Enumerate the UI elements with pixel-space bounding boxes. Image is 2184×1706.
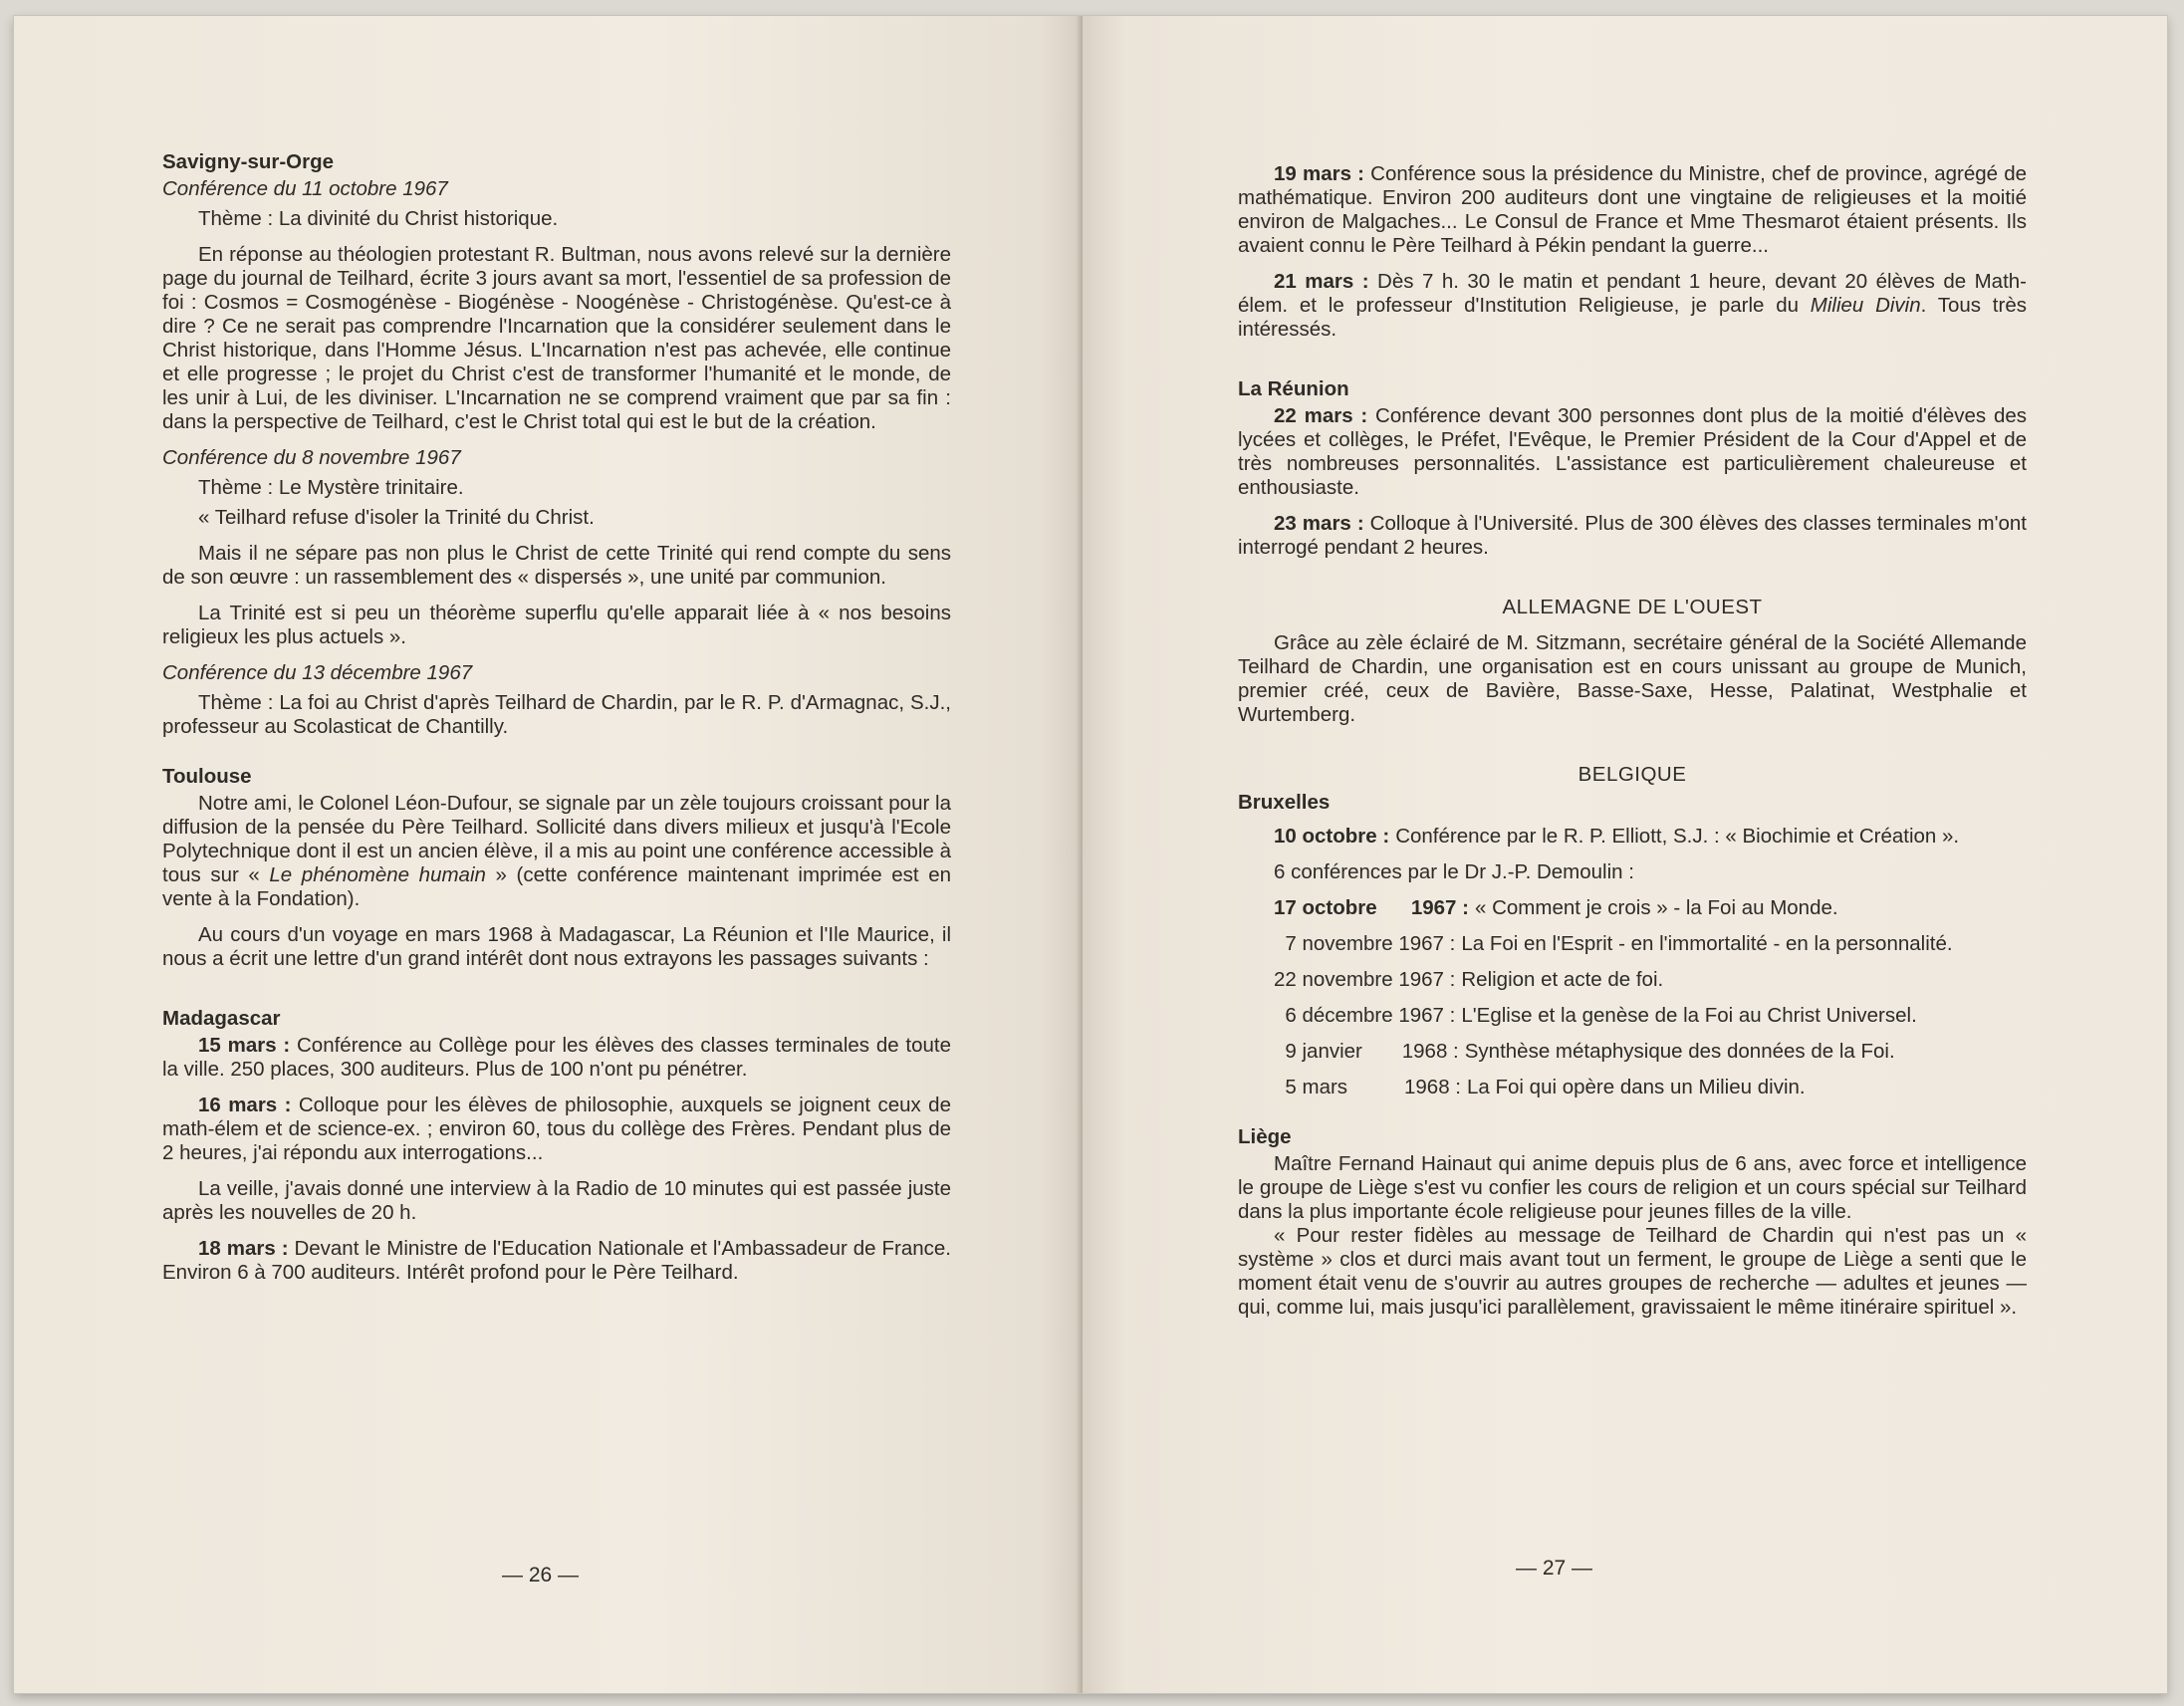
paragraph: 6 conférences par le Dr J.-P. Demoulin :	[1274, 860, 1634, 883]
page-number: — 27 —	[1516, 1557, 1593, 1580]
conference-item-date: 6 décembre 1967 :	[1274, 1004, 1456, 1027]
conference-item	[1274, 1076, 2027, 1099]
entry: 18 mars : Devant le Ministre de l'Education Nationale et l'Ambassadeur de France. Environ 6 à 700 auditeurs. Intérêt profond pour le Père Teilhard.	[162, 1237, 951, 1284]
section-heading-belgique: BELGIQUE	[1577, 763, 1687, 786]
conference-date: Conférence du 13 décembre 1967	[162, 661, 473, 684]
section-heading-savigny: Savigny-sur-Orge	[162, 150, 335, 173]
conference-theme: Thème : La divinité du Christ historique.	[198, 207, 559, 230]
conference-item-title: « Comment je crois » - la Foi au Monde.	[1474, 896, 1838, 919]
conference-list	[1238, 896, 2027, 1099]
conference-date: Conférence du 11 octobre 1967	[162, 177, 448, 200]
conference-theme: Thème : Le Mystère trinitaire.	[198, 476, 464, 499]
entry: 16 mars : Colloque pour les élèves de philosophie, auxquels se joignent ceux de math-élem et de science-ex. ; environ 60, tous du collège des Frères. Pendant plus de 2 heures, j'ai répondu aux interrogations...	[162, 1094, 951, 1164]
section-heading-toulouse: Toulouse	[162, 765, 252, 788]
entry: 21 mars : Dès 7 h. 30 le matin et pendant 1 heure, devant 20 élèves de Math-élem. et le professeur d'Institution Religieuse, je parle du Milieu Divin. Tous très intéressés.	[1238, 270, 2027, 341]
subheading-liege: Liège	[1238, 1125, 1292, 1148]
paragraph: En réponse au théologien protestant R. Bultman, nous avons relevé sur la dernière page du journal de Teilhard, écrite 3 jours avant sa mort, l'essentiel de sa profession de foi : Cosmos = Cosmogénèse - Biogénèse - Noogénèse - Christogénèse. Qu'est-ce à dire ? Ce ne serait pas comprendre l'Incarnation que la considérer seulement dans le Christ historique, dans l'Homme Jésus. L'Incarnation n'est pas achevée, elle continue et elle progresse ; le projet du Christ c'est de transformer l'humanité et le monde, de les unir à Lui, de les diviniser. L'Incarnation ne se comprend vraiment que par sa fin : dans la perspective de Teilhard, c'est le Christ total qui est le but de la création.	[162, 243, 951, 433]
conference-item-title: Religion et acte de foi.	[1461, 968, 1664, 991]
page-27	[1083, 16, 2167, 1693]
subheading-bruxelles: Bruxelles	[1238, 791, 1331, 814]
conference-item-date: 5 mars 1968 :	[1274, 1076, 1461, 1098]
conference-date: Conférence du 8 novembre 1967	[162, 446, 461, 469]
conference-item-date: 17 octobre 1967 :	[1274, 896, 1469, 919]
quote: « Teilhard refuse d'isoler la Trinité du Christ.	[198, 506, 595, 529]
paragraph: Notre ami, le Colonel Léon-Dufour, se signale par un zèle toujours croissant pour la diffusion de la pensée du Père Teilhard. Sollicité dans divers milieux et jusqu'à l'Ecole Polytechnique dont il est un ancien élève, il a mis au point une conférence accessible à tous sur « Le phénomène humain » (cette conférence maintenant imprimée est en vente à la Fondation).	[162, 792, 952, 910]
conference-item	[1274, 896, 2027, 920]
right-column	[1238, 162, 2027, 1332]
conference-item-title: La Foi qui opère dans un Milieu divin.	[1467, 1076, 1806, 1098]
left-column	[162, 150, 951, 1297]
section-heading-reunion: La Réunion	[1238, 377, 1349, 400]
conference-item-title: L'Eglise et la genèse de la Foi au Christ Universel.	[1461, 1004, 1917, 1027]
conference-item-date: 22 novembre 1967 :	[1274, 968, 1456, 991]
section-heading-madagascar: Madagascar	[162, 1007, 281, 1030]
entry: 19 mars : Conférence sous la présidence du Ministre, chef de province, agrégé de mathématique. Environ 200 auditeurs dont une vingtaine de religieuses et la moitié environ de Malgaches... Le Consul de France et Mme Thesmarot étaient présents. Ils avaient connu le Père Teilhard à Pékin pendant la guerre...	[1238, 162, 2027, 257]
entry: 10 octobre : Conférence par le R. P. Elliott, S.J. : « Biochimie et Création ».	[1274, 825, 1960, 848]
page-26	[14, 16, 1083, 1693]
entry: 15 mars : Conférence au Collège pour les élèves des classes terminales de toute la ville. 250 places, 300 auditeurs. Plus de 100 n'ont pu pénétrer.	[162, 1034, 951, 1081]
paragraph: La Trinité est si peu un théorème superflu qu'elle apparait liée à « nos besoins religieux les plus actuels ».	[162, 602, 951, 648]
conference-item-title: La Foi en l'Esprit - en l'immortalité - en la personnalité.	[1461, 932, 1953, 955]
conference-item	[1274, 932, 2027, 956]
conference-item	[1274, 1040, 2027, 1064]
paragraph: La veille, j'avais donné une interview à la Radio de 10 minutes qui est passée juste après les nouvelles de 20 h.	[162, 1177, 951, 1224]
conference-item-date: 7 novembre 1967 :	[1274, 932, 1456, 955]
entry: 23 mars : Colloque à l'Université. Plus de 300 élèves des classes terminales m'ont interrogé pendant 2 heures.	[1238, 512, 2027, 559]
book-spread	[14, 16, 2167, 1693]
section-heading-allemagne: ALLEMAGNE DE L'OUEST	[1502, 596, 1763, 618]
conference-item-date: 9 janvier 1968 :	[1274, 1040, 1459, 1063]
entry: 22 mars : Conférence devant 300 personnes dont plus de la moitié d'élèves des lycées et collèges, le Préfet, l'Evêque, le Premier Président de la Cour d'Appel et de très nombreuses personnalités. L'assistance est particulièrement chaleureuse et enthousiaste.	[1238, 404, 2027, 499]
paragraph: Grâce au zèle éclairé de M. Sitzmann, secrétaire général de la Société Allemande Teilhard de Chardin, une organisation est en cours unissant au groupe de Munich, premier créé, ceux de Bavière, Basse-Saxe, Hesse, Palatinat, Westphalie et Wurtemberg.	[1238, 631, 2027, 726]
paragraph: Au cours d'un voyage en mars 1968 à Madagascar, La Réunion et l'Ile Maurice, il nous a écrit une lettre d'un grand intérêt dont nous extrayons les passages suivants :	[162, 923, 951, 970]
paragraph: Maître Fernand Hainaut qui anime depuis plus de 6 ans, avec force et intelligence le groupe de Liège s'est vu confier les cours de religion et un cours spécial sur Teilhard dans la plus importante école religieuse pour jeunes filles de la ville.	[1238, 1152, 2027, 1223]
page-number: — 26 —	[502, 1564, 580, 1586]
paragraph: Mais il ne sépare pas non plus le Christ de cette Trinité qui rend compte du sens de son œuvre : un rassemblement des « dispersés », une unité par communion.	[162, 542, 951, 589]
conference-item-title: Synthèse métaphysique des données de la Foi.	[1464, 1040, 1895, 1063]
conference-theme: Thème : La foi au Christ d'après Teilhard de Chardin, par le R. P. d'Armagnac, S.J., professeur au Scolasticat de Chantilly.	[162, 691, 951, 738]
conference-item	[1274, 968, 2027, 992]
quote: « Pour rester fidèles au message de Teilhard de Chardin qui n'est pas un « système » clos et durci mais avant tout un ferment, le groupe de Liège a senti que le moment était venu de s'ouvrir au autres groupes de recherche — adultes et jeunes — qui, comme lui, mais jusqu'ici parallèlement, gravissaient le même itinéraire spirituel ».	[1238, 1224, 2027, 1319]
conference-item	[1274, 1004, 2027, 1028]
